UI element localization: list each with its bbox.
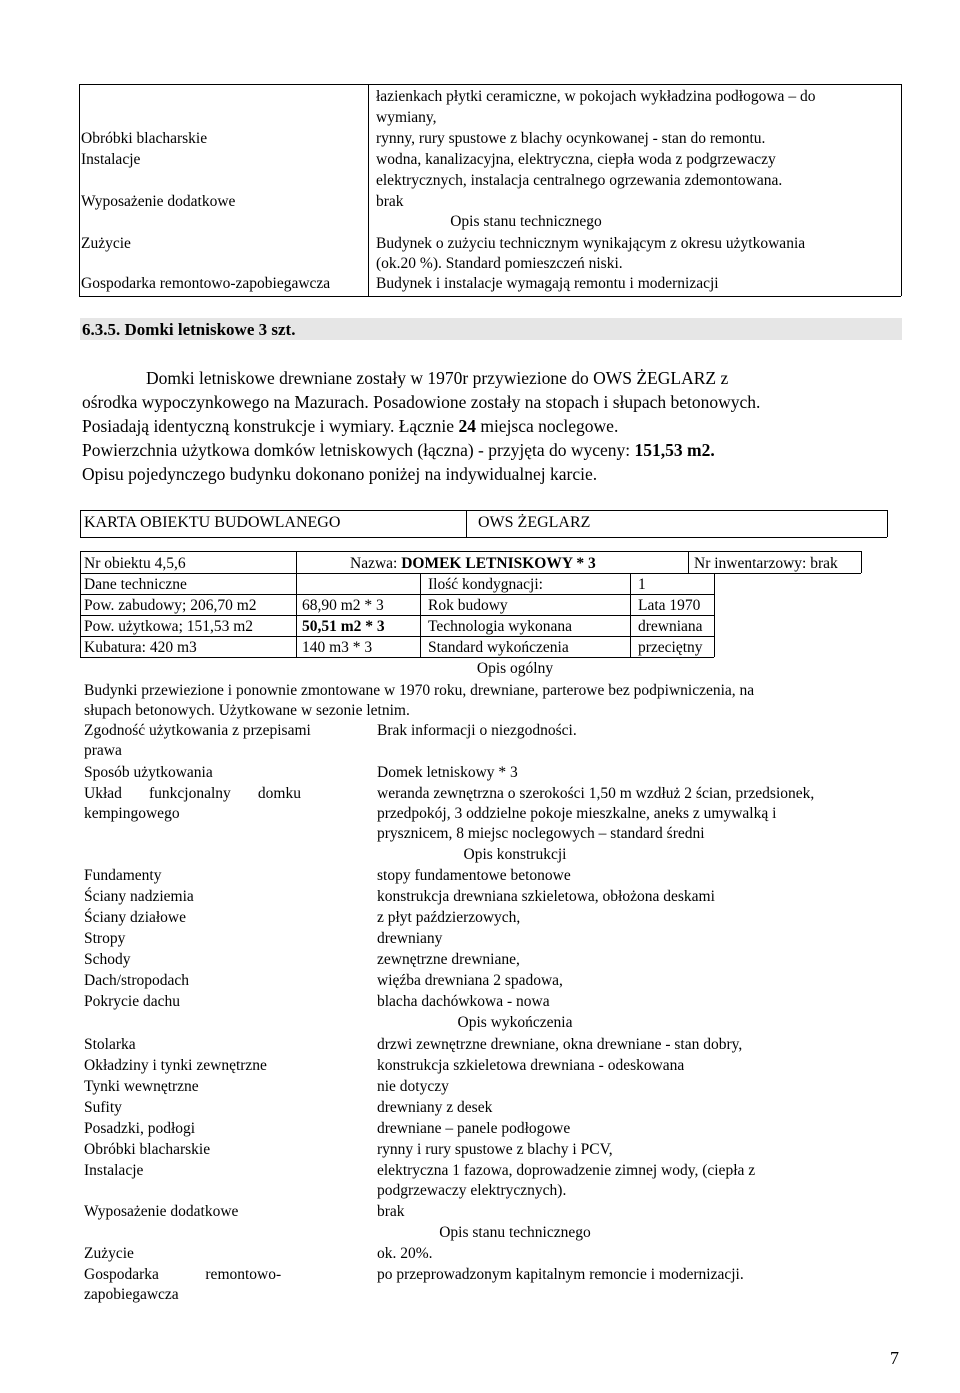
card-header-divider xyxy=(466,510,467,537)
usable-area-label: Pow. użytkowa; 151,53 m2 xyxy=(84,618,254,635)
table-cell-label: Obróbki blacharskie xyxy=(81,130,208,147)
construction-value: drewniany xyxy=(377,930,443,947)
grid-line xyxy=(80,657,714,658)
construction-value: konstrukcja drewniana szkieletowa, obłożona deskami xyxy=(377,888,715,905)
table-cell-value: wymiany, xyxy=(376,109,437,126)
finishing-value: brak xyxy=(377,1203,405,1220)
construction-value: zewnętrzne drewniane, xyxy=(377,951,520,968)
construction-label: Dach/stropodach xyxy=(84,972,190,989)
finishing-label: Sufity xyxy=(84,1099,122,1116)
intro-line: ośrodka wypoczynkowego na Mazurach. Posadowione zostały na stopach i słupach betonowych. xyxy=(82,392,761,412)
technical-data-label: Dane techniczne xyxy=(84,576,187,593)
intro-line xyxy=(82,440,715,461)
grid-line xyxy=(296,551,297,657)
grid-line xyxy=(80,573,861,574)
card-title: KARTA OBIEKTU BUDOWLANEGO xyxy=(84,514,341,531)
object-number: Nr obiektu 4,5,6 xyxy=(84,555,186,572)
finishing-label: Posadzki, podłogi xyxy=(84,1120,196,1137)
technology-label: Technologia wykonana xyxy=(428,618,572,635)
intro-line: Domki letniskowe drewniane zostały w 1970r przywiezione do OWS ŻEGLARZ z xyxy=(146,368,729,388)
condition-title: Opis stanu technicznego xyxy=(439,1224,591,1241)
section-heading: 6.3.5. Domki letniskowe 3 szt. xyxy=(82,320,296,339)
economy-label: Gospodarka remontowo-zapobiegawcza xyxy=(81,275,331,292)
usable-area-value: 50,51 m2 * 3 xyxy=(302,618,385,635)
compliance-label: prawa xyxy=(84,742,122,759)
intro-text: Posiadają identyczną konstrukcje i wymiary. Łącznie xyxy=(82,416,459,436)
layout-label: kempingowego xyxy=(84,805,180,822)
finishing-label: Okładziny i tynki zewnętrzne xyxy=(84,1057,267,1074)
intro-bold-count: 24 xyxy=(458,416,476,436)
card-header-border-right xyxy=(887,510,888,537)
grid-line xyxy=(80,551,81,657)
construction-label: Ściany nadziemia xyxy=(84,888,194,905)
year-value: Lata 1970 xyxy=(638,597,701,614)
finishing-title: Opis wykończenia xyxy=(457,1014,573,1031)
volume-value: 140 m3 * 3 xyxy=(302,639,373,656)
general-description-line: słupach betonowych. Użytkowane w sezonie letnim. xyxy=(84,702,410,719)
year-label: Rok budowy xyxy=(428,597,508,614)
intro-text: miejsca noclegowe. xyxy=(475,416,619,436)
intro-line xyxy=(82,416,618,437)
card-header-border-top xyxy=(80,510,887,511)
table-cell-value: brak xyxy=(376,193,404,210)
standard-label: Standard wykończenia xyxy=(428,639,569,656)
table-border-top xyxy=(79,84,901,85)
inventory-number: Nr inwentarzowy: brak xyxy=(694,555,838,572)
construction-title: Opis konstrukcji xyxy=(463,846,567,863)
compliance-label: Zgodność użytkowania z przepisami xyxy=(84,722,311,739)
grid-line xyxy=(861,551,862,573)
grid-line xyxy=(80,594,714,595)
wear-value: (ok.20 %). Standard pomieszczeń niski. xyxy=(376,255,623,272)
grid-line xyxy=(630,573,631,657)
construction-label: Fundamenty xyxy=(84,867,162,884)
table-cell-value: łazienkach płytki ceramiczne, w pokojach wykładzina podłogowa – do xyxy=(376,88,816,105)
finishing-value: konstrukcja szkieletowa drewniana - odeskowana xyxy=(377,1057,685,1074)
finishing-value: elektryczna 1 fazowa, doprowadzenie zimnej wody, (ciepła z xyxy=(377,1162,756,1179)
finishing-value: podgrzewaczy elektrycznych). xyxy=(377,1182,567,1199)
grid-line xyxy=(420,573,421,657)
table-border-left xyxy=(79,84,80,296)
grid-line xyxy=(714,573,715,657)
finishing-label: Tynki wewnętrzne xyxy=(84,1078,199,1095)
standard-value: przeciętny xyxy=(638,639,703,656)
general-description-title: Opis ogólny xyxy=(476,660,554,677)
wear-value: ok. 20%. xyxy=(377,1245,433,1262)
built-area-value: 68,90 m2 * 3 xyxy=(302,597,384,614)
usage-value: Domek letniskowy * 3 xyxy=(377,764,518,781)
finishing-value: nie dotyczy xyxy=(377,1078,449,1095)
construction-value: stopy fundamentowe betonowe xyxy=(377,867,571,884)
table-border-right xyxy=(901,84,902,296)
wear-label: Zużycie xyxy=(81,235,131,252)
layout-label: Układ funkcjonalny domku xyxy=(84,785,301,802)
finishing-value: drzwi zewnętrzne drewniane, okna drewniane - stan dobry, xyxy=(377,1036,743,1053)
construction-label: Stropy xyxy=(84,930,126,947)
layout-value: przedpokój, 3 oddzielne pokoje mieszkalne, aneks z umywalką i xyxy=(377,805,777,822)
compliance-value: Brak informacji o niezgodności. xyxy=(377,722,577,739)
intro-bold-area: 151,53 m2. xyxy=(634,440,715,460)
maintenance-value: po przeprowadzonym kapitalnym remoncie i modernizacji. xyxy=(377,1266,744,1283)
intro-line: Opisu pojedynczego budynku dokonano poniżej na indywidualnej karcie. xyxy=(82,464,598,484)
table-cell-label: Wyposażenie dodatkowe xyxy=(81,193,236,210)
table-cell-value: rynny, rury spustowe z blachy ocynkowanej - stan do remontu. xyxy=(376,130,766,147)
finishing-label: Obróbki blacharskie xyxy=(84,1141,211,1158)
grid-line xyxy=(688,551,689,573)
construction-label: Pokrycie dachu xyxy=(84,993,180,1010)
construction-value: blacha dachówkowa - nowa xyxy=(377,993,550,1010)
finishing-label: Stolarka xyxy=(84,1036,136,1053)
wear-label: Zużycie xyxy=(84,1245,134,1262)
construction-label: Ściany działowe xyxy=(84,909,187,926)
intro-text: Powierzchnia użytkowa domków letniskowych (łączna) - przyjęta do wyceny: xyxy=(82,440,635,460)
floors-label: Ilość kondygnacji: xyxy=(428,576,543,593)
object-name xyxy=(350,554,596,573)
object-name-label: Nazwa: xyxy=(350,555,402,572)
maintenance-label: Gospodarka remontowo- xyxy=(84,1266,282,1283)
finishing-label: Instalacje xyxy=(84,1162,144,1179)
section-title: Opis stanu technicznego xyxy=(450,213,602,230)
card-owner: OWS ŻEGLARZ xyxy=(478,514,591,531)
finishing-value: drewniany z desek xyxy=(377,1099,493,1116)
construction-label: Schody xyxy=(84,951,131,968)
table-cell-value: elektrycznych, instalacja centralnego ogrzewania zdemontowana. xyxy=(376,172,783,189)
general-description-line: Budynki przewiezione i ponownie zmontowane w 1970 roku, drewniane, parterowe bez podpiwniczenia, na xyxy=(84,682,755,699)
layout-value: prysznicem, 8 miejsc noclegowych – standard średni xyxy=(377,825,705,842)
technology-value: drewniana xyxy=(638,618,703,635)
table-cell-value: wodna, kanalizacyjna, elektryczna, ciepła woda z podgrzewaczy xyxy=(376,151,776,168)
usage-label: Sposób użytkowania xyxy=(84,764,213,781)
maintenance-label: zapobiegawcza xyxy=(84,1286,179,1303)
table-column-divider xyxy=(368,84,369,296)
page-number: 7 xyxy=(890,1348,899,1368)
layout-value: weranda zewnętrzna o szerokości 1,50 m wzdłuż 2 ścian, przedsionek, xyxy=(377,785,815,802)
finishing-label: Wyposażenie dodatkowe xyxy=(84,1203,239,1220)
economy-value: Budynek i instalacje wymagają remontu i modernizacji xyxy=(376,275,719,292)
construction-value: z płyt paździerzowych, xyxy=(377,909,521,926)
finishing-value: rynny i rury spustowe z blachy i PCV, xyxy=(377,1141,613,1158)
floors-value: 1 xyxy=(638,576,646,593)
grid-line xyxy=(80,551,861,552)
card-header-border-left xyxy=(80,510,81,537)
construction-value: więźba drewniana 2 spadowa, xyxy=(377,972,563,989)
volume-label: Kubatura: 420 m3 xyxy=(84,639,197,656)
card-header-border-bottom xyxy=(80,537,887,538)
grid-line xyxy=(80,615,714,616)
table-cell-label: Instalacje xyxy=(81,151,141,168)
grid-line xyxy=(80,636,714,637)
wear-value: Budynek o zużyciu technicznym wynikającym z okresu użytkowania xyxy=(376,235,806,252)
object-name-value: DOMEK LETNISKOWY * 3 xyxy=(401,555,596,572)
built-area-label: Pow. zabudowy; 206,70 m2 xyxy=(84,597,257,614)
table-border-bottom xyxy=(79,296,901,297)
finishing-value: drewniane – panele podłogowe xyxy=(377,1120,571,1137)
